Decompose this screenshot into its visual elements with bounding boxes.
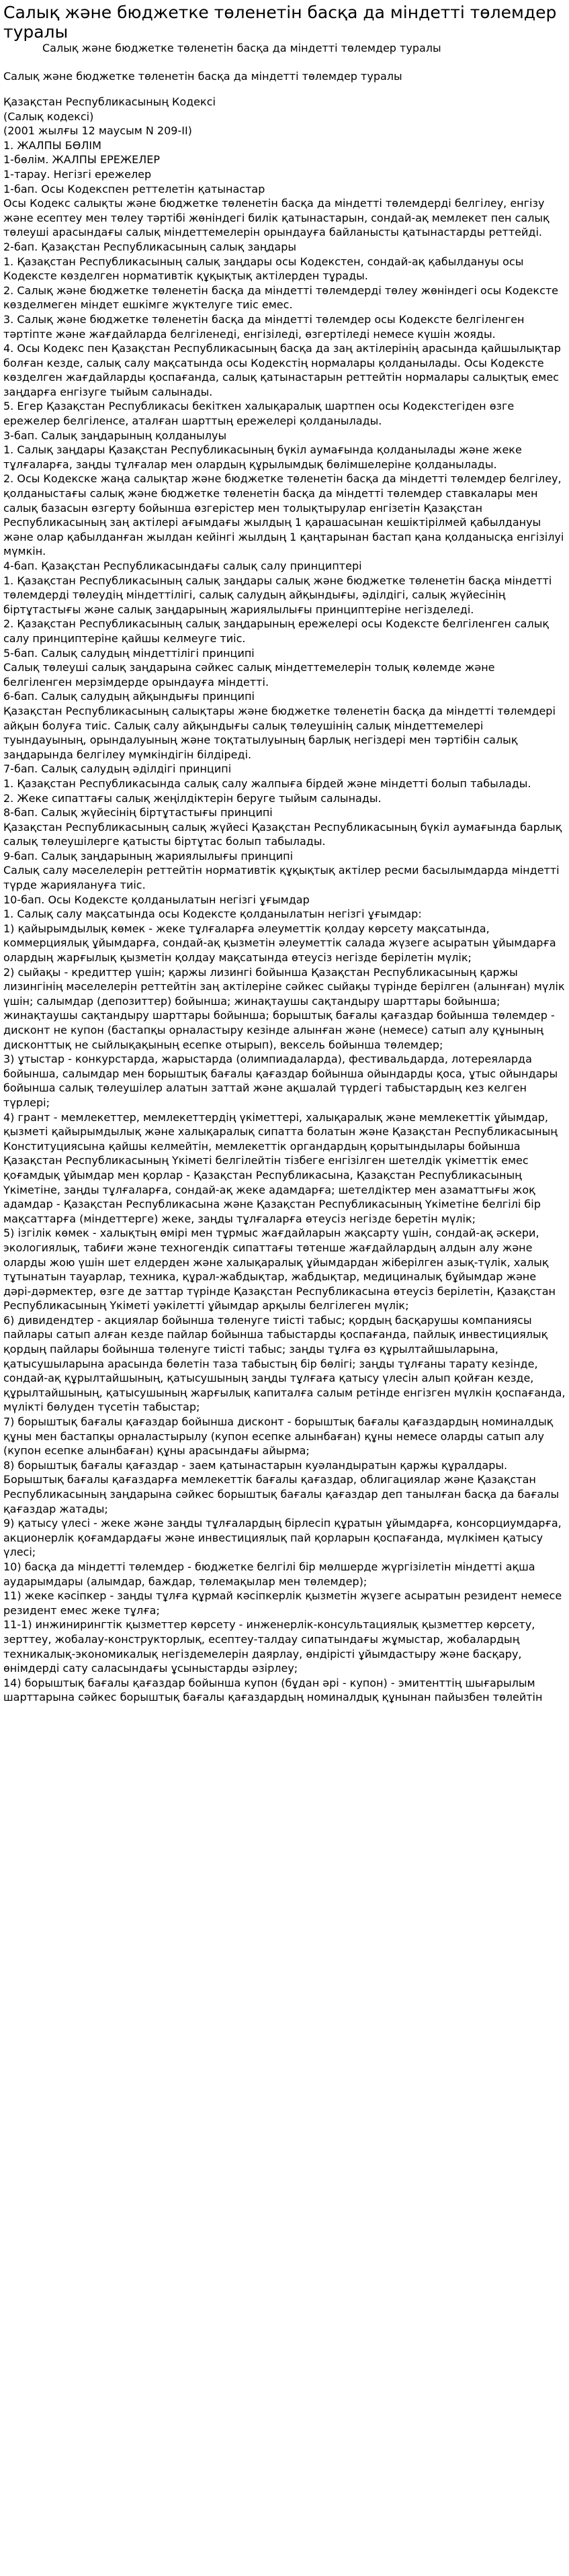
spacer xyxy=(3,83,566,95)
document-paragraph: 7) борыштық бағалы қағаздар бойынша дисконт - борыштық бағалы қағаздардың номиналдық құны мен бастапқы орналастырылу (купон есепке алынбаған) құны немесе оларды сатып алу (купон есепке алынбаған) құны арасындағы айырма; xyxy=(3,1415,554,1458)
document-paragraph: (Салық кодексі) xyxy=(3,109,94,123)
document-paragraph: 5. Егер Қазақстан Республикасы бекіткен халықаралық шартпен осы Кодекстегіден өзге ережелер белгіленсе, аталған шарттың ережелері қолданылады. xyxy=(3,400,515,428)
document-paragraph: 1. Қазақстан Республикасында салық салу жалпыға бірдей және міндетті болып табылады. xyxy=(3,776,531,790)
document-paragraph: Қазақстан Республикасының салықтары және бюджетке төленетін басқа да міндетті төлемдері айқын болуға тиіс. Салық салу айқындығы салық төлеушінің салық міндеттемелері туындауының, орындалуының және тоқтатылуының барлық негіздері мен тәртібін салық заңдарында белгілеу мүмкіндігін білдіреді. xyxy=(3,704,556,761)
document-paragraph: (2001 жылғы 12 маусым N 209-II) xyxy=(3,124,192,138)
document-paragraph: 9-бап. Салық заңдарының жариялылығы принципі xyxy=(3,849,294,862)
document-paragraph: 11-1) инжинирингтік қызметтер көрсету - инженерлік-консультациялық қызметтер көрсету, зерттеу, жобалау-конструкторлық, есептеу-талдау сипатындағы жұмыстар, жобалардың техникалық-экономикалық негіздемелерін даярлау, өндірісті ұйымдастыру және басқару, өнімдерді сату саласындағы ұсыныстарды әзірлеу; xyxy=(3,1618,535,1675)
document-paragraph: 14) борыштық бағалы қағаздар бойынша купон (бұдан әрі - купон) - эмитенттің шығарылым шарттарына сәйкес борыштық бағалы қағаздардың номиналдық құнынан пайызбен төлейтін xyxy=(3,1676,543,1704)
document-paragraph: Салық салу мәселелерін реттейтін нормативтік құқықтық актілер ресми басылымдарда міндетті түрде жариялануға тиіс. xyxy=(3,864,560,892)
document-paragraph: 10) басқа да міндетті төлемдер - бюджетке белгілі бір мөлшерде жүргізілетін міндетті ақша аударымдары (алымдар, баждар, төлемақылар мен төлемдер); xyxy=(3,1560,535,1588)
document-paragraph: 5) ізгілік көмек - халықтың өмірі мен тұрмыс жағдайларын жақсарту үшін, сондай-ақ әскери, экологиялық, табиғи және техногендік сипаттағы төтенше жағдайлардың алдын алу және оларды жою үшін шет елдерден және халықаралық ұйымдардан жіберілген азық-түлік, халық тұтынатын тауарлар, техника, құрал-жабдықтар, жабдықтар, медициналық бұйымдар және дәрі-дәрмектер, өзге де заттар түрінде Қазақстан Республикасына өтеусіз берілетін, Қазақстан Республикасының Үкіметі уәкілетті ұйымдар арқылы белгілеген мүлік; xyxy=(3,1227,556,1313)
document-paragraph: 1. Салық заңдары Қазақстан Республикасының бүкіл аумағында қолданылады және жеке тұлғаларға, заңды тұлғалар мен олардың құрылымдық бөлімшелеріне қолданылады. xyxy=(3,443,522,471)
document-paragraph: 1. Салық салу мақсатында осы Кодексте қолданылатын негізгі ұғымдар: xyxy=(3,907,422,921)
document-paragraph: 6) дивидендтер - акциялар бойынша төленуге тиісті табыс; қордың басқарушы компаниясы пайлары сатып алған кезде пайлар бойынша табыстарды қоспағанда, пайлық инвестициялық қордың пайлары бойынша төленуге тиісті табыс; заңды тұлға өз құрылтайшыларына, қатысушыларына арасында бөлетін таза табыстың бір бөлігі; заңды тұлғаны тарату кезінде, сондай-ақ құрылтайшының, қатысушының заңды тұлғаға қатысу үлесін алып қойған кезде, құрылтайшының, қатысушының жарғылық капиталға салым ретінде енгізген мүлкін қоспағанда, мүлікті бөлуден түсетін табыстар; xyxy=(3,1313,566,1414)
document-paragraph: 8) борыштық бағалы қағаздар - заем қатынастарын куәландыратын қаржы құралдары. Борыштық бағалы қағаздарға мемлекеттік бағалы қағаздар, облигациялар және Қазақстан Республикасының заңдарына сәйкес борыштық бағалы қағаздар деп танылған басқа да бағалы қағаздар жатады; xyxy=(3,1458,560,1515)
document-paragraph: 5-бап. Салық салудың міндеттілігі принципі xyxy=(3,646,255,660)
document-paragraph: 2. Осы Кодекске жаңа салықтар және бюджетке төленетін басқа да міндетті төлемдер белгілеу, қолданыстағы салық және бюджетке төленетін басқа да міндетті төлемдер ставкалары мен салық базасын өзгерту бойынша өзгерістер мен толықтырулар енгізетін Қазақстан Республикасының заң актілері ағымдағы жылдың 1 қарашасынан кешіктірілмей қабылдануы және олар қабылданған жылдан кейінгі жылдың 1 қаңтарынан бастап қана қолданысқа енгізілуі мүмкін. xyxy=(3,472,564,558)
document-paragraph: 2-бап. Қазақстан Республикасының салық заңдары xyxy=(3,240,296,253)
document-paragraph: 2. Қазақстан Республикасының салық заңдарының ережелері осы Кодексте белгіленген салық салу принциптеріне қайшы келмеуге тиіс. xyxy=(3,617,549,645)
document-paragraph: Қазақстан Республикасының салық жүйесі Қазақстан Республикасының бүкіл аумағында барлық салық төлеушілерге қатысты біртұтас болып табылады. xyxy=(3,820,562,848)
document-paragraph: 3) ұтыстар - конкурстарда, жарыстарда (олимпиадаларда), фестивальдарда, лотереяларда бойынша, салымдар мен борыштық бағалы қағаздар бойынша ойындарды қоса, ұтыс ойындары бойынша салық төлеушілер алатын заттай және ақшалай түрдегі табыстардың кез келген түрлері; xyxy=(3,1053,558,1109)
document-paragraph: 4) грант - мемлекеттер, мемлекеттердің үкіметтері, халықаралық және мемлекеттік ұйымдар, қызметі қайырымдылық және халықаралық сипатта болатын және Қазақстан Республикасының Конституциясына қайшы келмейтін, мемлекеттік органдардың қорытындылары бойынша Қазақстан Республикасының Үкіметі белгілейтін тізбеге енгізілген шетелдік үкіметтік емес қоғамдық ұйымдар мен қорлар - Қазақстан Республикасына, Қазақстан Республикасының Үкіметіне, заңды тұлғаларға, сондай-ақ жеке адамдарға; шетелдіктер мен азаматтығы жоқ адамдар - Қазақстан Республикасына және Қазақстан Республикасының Үкіметіне белгілі бір мақсаттарға (міндеттерге) жеке, заңды тұлғаларға өтеусіз негізде беретін мүлік; xyxy=(3,1110,558,1225)
document-paragraph: 3. Салық және бюджетке төленетін басқа да міндетті төлемдер осы Кодексте белгіленген тәртіпте және жағдайларда белгіленеді, енгізіледі, өзгертіледі немесе күшін жояды. xyxy=(3,312,525,341)
document-paragraph: 2. Салық және бюджетке төленетін басқа да міндетті төлемдерді төлеу жөніндегі осы Кодексте көзделмеген міндет ешкімге жүктелуге тиіс емес. xyxy=(3,283,559,312)
document-paragraph: Осы Кодекс салықты және бюджетке төленетін басқа да міндетті төлемдерді белгілеу, енгізу және есептеу мен төлеу тәртібі жөніндегі билік қатынастарын, сондай-ақ мемлекет пен салық төлеуші арасындағы салық міндеттемелерін орындауға байланысты қатынастарды реттейді. xyxy=(3,197,550,239)
document-paragraph: 2) сыйақы - кредиттер үшін; қаржы лизингі бойынша Қазақстан Республикасының қаржы лизингінің мәселелерін реттейтін заң актілеріне сәйкес сыйақы түрінде берілген (алынған) мүлік үшін; салымдар (депозиттер) бойынша; жинақтаушы сақтандыру шарттары бойынша; жинақтаушы сақтандыру шарттары бойынша; борыштық бағалы қағаздар бойынша төлемдер - дисконт не купон (бастапқы орналастыру кезінде алынған және (немесе) сатып алу құнының дисконттық не сыйлықақының есепке отырып), вексель бойынша төлемдер; xyxy=(3,965,565,1051)
document-paragraph: 1. Қазақстан Республикасының салық заңдары осы Кодекстен, сондай-ақ қабылдануы осы Кодексте көзделген нормативтік құқықтық актілерден тұрады. xyxy=(3,255,524,283)
document-paragraph: Салық төлеуші салық заңдарына сәйкес салық міндеттемелерін толық көлемде және белгіленген мерзімдерде орындауға міндетті. xyxy=(3,661,495,689)
document-paragraph: 10-бап. Осы Кодексте қолданылатын негізгі ұғымдар xyxy=(3,893,310,906)
document-paragraph: Қазақстан Республикасының Кодексі xyxy=(3,95,216,108)
document-paragraph: 4-бап. Қазақстан Республикасындағы салық салу принциптері xyxy=(3,560,362,572)
document-paragraph: 4. Осы Кодекс пен Қазақстан Республикасының басқа да заң актілерінің арасында қайшылықтар болған кезде, салық салу мақсатында осы Кодекстің нормалары қолданылады. Осы Кодексте көзделген жағдайларды қоспағанда, салық қатынастарын реттейтін нормалары салықтық емес заңдарға енгізуге тыйым салынады. xyxy=(3,342,561,398)
document-paragraph: 1. Қазақстан Республикасының салық заңдары салық және бюджетке төленетін басқа міндетті төлемдерді төлеудің міндеттілігі, салық салудың айқындығы, әділдігі, салық жүйесінің біртұтастығы және салық заңдарының жариялылығы принциптеріне негізделеді. xyxy=(3,574,552,616)
document-paragraph: 8-бап. Салық жүйесінің біртұтастығы принципі xyxy=(3,806,273,819)
document-paragraph: 2. Жеке сипаттағы салық жеңілдіктерін беруге тыйым салынады. xyxy=(3,791,382,805)
document-paragraph: 1) қайырымдылық көмек - жеке тұлғаларға әлеуметтік қолдау көрсету мақсатында, коммерциялық ұйымдарға, сондай-ақ қызметін әлеуметтік салада жүзеге асыратын ұйымдарға олардың жарғылық қызметін қолдау мақсатында өтеусіз негізде берілетін мүлік; xyxy=(3,922,556,965)
document-paragraph: 1-тарау. Негізгі ережелер xyxy=(3,167,152,181)
document-paragraph: 11) жеке кәсіпкер - заңды тұлға құрмай кәсіпкерлік қызметін жүзеге асыратын резидент немесе резидент емес жеке тұлға; xyxy=(3,1589,562,1617)
document-paragraph: 1-бап. Осы Кодекспен реттелетін қатынастар xyxy=(3,182,265,195)
document-paragraph: 1-бөлім. ЖАЛПЫ ЕРЕЖЕЛЕР xyxy=(3,153,160,167)
document-body xyxy=(3,95,566,1705)
document-paragraph: 3-бап. Салық заңдарының қолданылуы xyxy=(3,429,227,442)
document-paragraph: 9) қатысу үлесі - жеке және заңды тұлғалардың бірлесіп құратын ұйымдарға, консорциумдарға, акционерлік қоғамдардағы және инвестициялық пай қорларын қоспағанда, мүлкімен қатысу үлесі; xyxy=(3,1517,562,1559)
document-title: Салық және бюджетке төленетін басқа да міндетті төлемдер туралы xyxy=(3,3,557,42)
document-subtitle: Салық және бюджетке төленетін басқа да міндетті төлемдер туралы xyxy=(42,42,441,54)
document-paragraph: 1. ЖАЛПЫ БӨЛІМ xyxy=(3,138,101,152)
document-subtitle-repeat: Салық және бюджетке төленетін басқа да міндетті төлемдер туралы xyxy=(3,70,402,83)
document-paragraph: 7-бап. Салық салудың әділдігі принципі xyxy=(3,762,232,776)
document-paragraph: 6-бап. Салық салудың айқындығы принципі xyxy=(3,690,255,703)
